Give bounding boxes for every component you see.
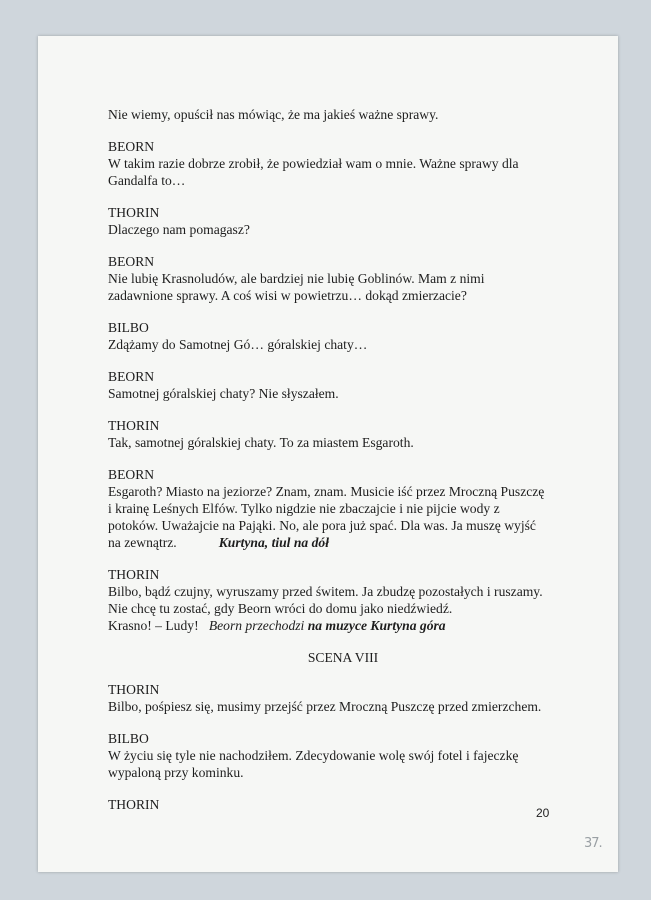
dialogue-line: Nie lubię Krasnoludów, ale bardziej nie lubię Goblinów. Mam z nimi bbox=[108, 271, 485, 286]
dialogue-block-9 bbox=[108, 566, 578, 634]
dialogue-line: zadawnione sprawy. A coś wisi w powietrzu… dokąd zmierzacie? bbox=[108, 288, 467, 303]
speaker-name: BEORN bbox=[108, 467, 155, 482]
speaker-name: BEORN bbox=[108, 369, 155, 384]
dialogue-block-7 bbox=[108, 417, 578, 451]
dialogue-block-12 bbox=[108, 796, 578, 813]
dialogue-line: Gandalfa to… bbox=[108, 173, 186, 188]
dialogue-line: Bilbo, pośpiesz się, musimy przejść przez Mroczną Puszczę przed zmierzchem. bbox=[108, 699, 542, 714]
dialogue-block-6 bbox=[108, 368, 578, 402]
speaker-name: THORIN bbox=[108, 418, 160, 433]
dialogue-line: W takim razie dobrze zrobił, że powiedział wam o mnie. Ważne sprawy dla bbox=[108, 156, 519, 171]
document-page bbox=[38, 36, 618, 872]
speaker-name: THORIN bbox=[108, 205, 160, 220]
speaker-name: BILBO bbox=[108, 320, 149, 335]
speaker-name: THORIN bbox=[108, 567, 160, 582]
dialogue-block-2 bbox=[108, 138, 578, 189]
dialogue-block-4 bbox=[108, 253, 578, 304]
dialogue-line: wypaloną przy kominku. bbox=[108, 765, 244, 780]
dialogue-block-3 bbox=[108, 204, 578, 238]
dialogue-line: Zdążamy do Samotnej Gó… góralskiej chaty… bbox=[108, 337, 368, 352]
dialogue-line: Samotnej góralskiej chaty? Nie słyszałem. bbox=[108, 386, 339, 401]
speaker-name: BEORN bbox=[108, 254, 155, 269]
speaker-name: THORIN bbox=[108, 682, 160, 697]
dialogue-line: Nie chcę tu zostać, gdy Beorn wróci do domu jako niedźwiedź. bbox=[108, 601, 453, 616]
dialogue-line-with-stage-direction bbox=[108, 534, 578, 551]
stage-direction: Kurtyna, tiul na dół bbox=[218, 535, 329, 550]
speaker-name: BILBO bbox=[108, 731, 149, 746]
dialogue-text: Krasno! – Ludy! bbox=[108, 618, 199, 633]
speaker-name: THORIN bbox=[108, 797, 160, 812]
dialogue-block-11 bbox=[108, 730, 578, 781]
dialogue-block-8 bbox=[108, 466, 578, 551]
pencil-page-mark: 37. bbox=[584, 836, 602, 851]
dialogue-line: W życiu się tyle nie nachodziłem. Zdecydowanie wolę swój fotel i fajeczkę bbox=[108, 748, 519, 763]
stage-direction-bold: na muzyce Kurtyna góra bbox=[307, 618, 446, 633]
dialogue-line: Dlaczego nam pomagasz? bbox=[108, 222, 250, 237]
dialogue-line: Bilbo, bądź czujny, wyruszamy przed świtem. Ja zbudzę pozostałych i ruszamy. bbox=[108, 584, 543, 599]
script-text bbox=[108, 106, 578, 828]
dialogue-text: na zewnątrz. bbox=[108, 535, 177, 550]
dialogue-line: Nie wiemy, opuścił nas mówiąc, że ma jakieś ważne sprawy. bbox=[108, 107, 439, 122]
dialogue-block-10 bbox=[108, 681, 578, 715]
speaker-name: BEORN bbox=[108, 139, 155, 154]
dialogue-block-5 bbox=[108, 319, 578, 353]
stage-direction: Beorn przechodzi bbox=[208, 618, 305, 633]
dialogue-block-1 bbox=[108, 106, 578, 123]
dialogue-line: Tak, samotnej góralskiej chaty. To za miastem Esgaroth. bbox=[108, 435, 414, 450]
dialogue-line: Esgaroth? Miasto na jeziorze? Znam, znam. Musicie iść przez Mroczną Puszczę bbox=[108, 484, 545, 499]
scene-title: SCENA VIII bbox=[307, 650, 379, 665]
dialogue-line: potoków. Uważajcie na Pająki. No, ale pora już spać. Dla was. Ja muszę wyjść bbox=[108, 518, 536, 533]
dialogue-line: i krainę Leśnych Elfów. Tylko nigdzie nie zbaczajcie i nie pijcie wody z bbox=[108, 501, 500, 516]
page-number: 20 bbox=[536, 806, 550, 820]
dialogue-line-with-stage-direction bbox=[108, 617, 578, 634]
